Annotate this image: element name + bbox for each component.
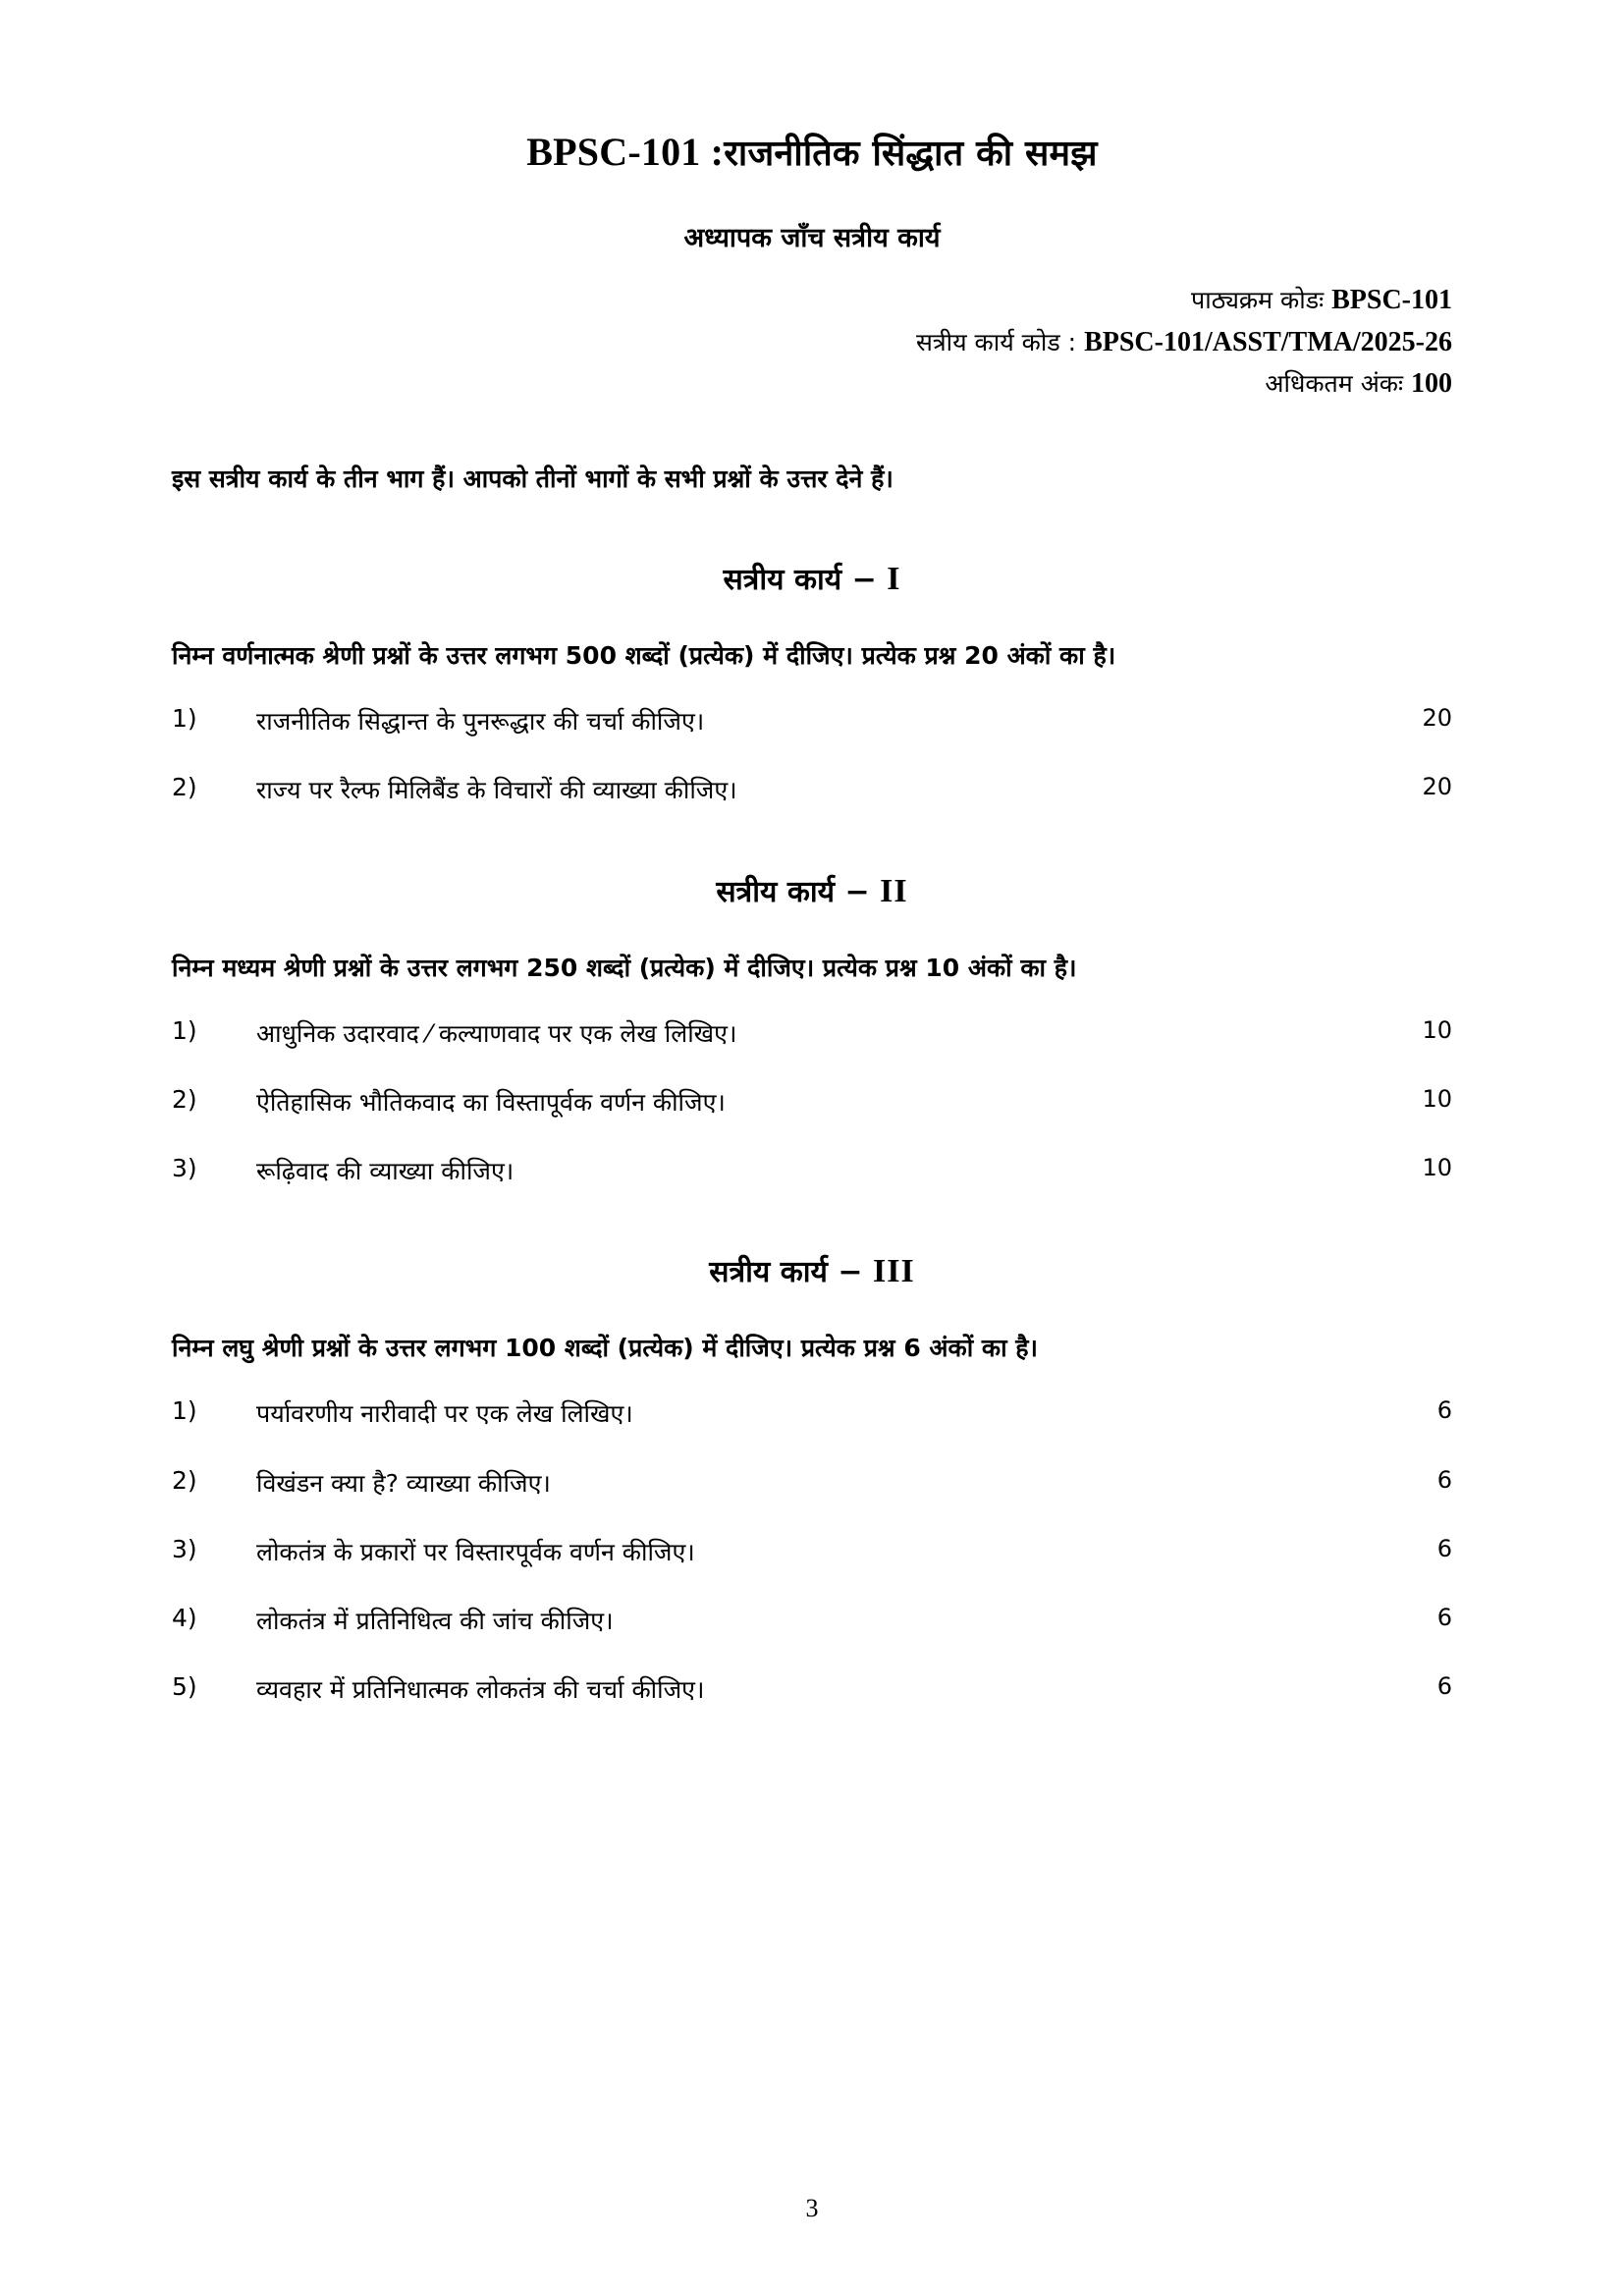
section-heading-roman-2: II: [880, 872, 908, 909]
question-text: ऐतिहासिक भौतिकवाद का विस्तापूर्वक वर्णन कीजिए।: [256, 1087, 726, 1117]
question-marks: 6: [1436, 1465, 1452, 1494]
question-marks: 20: [1422, 773, 1452, 801]
page-title-course-code: BPSC-101: [526, 130, 701, 174]
question-row: [172, 773, 1452, 808]
page-subtitle: अध्यापक जाँच सत्रीय कार्य: [683, 223, 941, 253]
question-text: लोकतंत्र के प्रकारों पर विस्तारपूर्वक वर्णन कीजिए।: [256, 1537, 695, 1566]
question-number: 2): [172, 773, 197, 802]
max-marks-label: अधिकतम अंकः: [1265, 369, 1404, 399]
question-row: [172, 1154, 1452, 1189]
question-row: [172, 1672, 1452, 1708]
page-title-hindi: राजनीतिक सिंद्धात की समझ: [724, 134, 1098, 174]
question-number: 1): [172, 704, 197, 734]
question-text: राज्य पर रैल्फ मिलिबैंड के विचारों की व्याख्या कीजिए।: [256, 776, 737, 805]
question-marks: 6: [1436, 1534, 1452, 1562]
question-number: 5): [172, 1672, 197, 1702]
question-row: [172, 1466, 1452, 1502]
question-list-1: [172, 704, 1452, 809]
question-row: [172, 1016, 1452, 1052]
question-number: 2): [172, 1465, 197, 1495]
course-code-value: BPSC-101: [1331, 285, 1452, 315]
section-instruction-1: निम्न वर्णनात्मक श्रेणी प्रश्नों के उत्तर लगभग 500 शब्दों (प्रत्येक) में दीजिए। प्रत्येक प्रश्न 20 अंकों का है।: [172, 641, 1116, 671]
course-code-line: [172, 280, 1452, 322]
page-title-separator: :: [700, 130, 725, 174]
intro-paragraph: इस सत्रीय कार्य के तीन भाग हैं। आपको तीनों भागों के सभी प्रश्नों के उत्तर देने हैं।: [172, 464, 893, 493]
question-row: [172, 1085, 1452, 1121]
question-text: विखंडन क्या है? व्याख्या कीजिए।: [256, 1468, 551, 1498]
question-list-3: [172, 1396, 1452, 1708]
section-heading-label-3: सत्रीय कार्य −: [709, 1255, 863, 1290]
section-heading-roman-1: I: [887, 561, 901, 598]
question-marks: 10: [1422, 1154, 1452, 1182]
section-heading-roman-3: III: [873, 1253, 915, 1290]
question-row: [172, 704, 1452, 739]
max-marks-line: [172, 363, 1452, 406]
section-heading-3: [172, 1250, 1452, 1290]
assignment-code-value: BPSC-101/ASST/TMA/2025-26: [1084, 326, 1452, 357]
question-number: 2): [172, 1084, 197, 1114]
page-number: 3: [805, 2194, 819, 2222]
section-heading-label-1: सत्रीय कार्य −: [723, 563, 877, 598]
question-text: रूढ़िवाद की व्याख्या कीजिए।: [256, 1157, 514, 1186]
section-heading-1: [172, 558, 1452, 598]
question-number: 1): [172, 1015, 197, 1045]
metadata-block: [172, 280, 1452, 406]
question-row: [172, 1396, 1452, 1432]
question-marks: 6: [1436, 1396, 1452, 1425]
question-number: 4): [172, 1604, 197, 1633]
question-list-2: [172, 1016, 1452, 1190]
question-number: 3): [172, 1154, 197, 1183]
section-instruction-2: निम्न मध्यम श्रेणी प्रश्नों के उत्तर लगभग 250 शब्दों (प्रत्येक) में दीजिए। प्रत्येक प्रश्न 10 अंकों का है।: [172, 953, 1077, 982]
max-marks-value: 100: [1411, 368, 1452, 400]
assignment-code-label: सत्रीय कार्य कोड :: [915, 327, 1077, 356]
question-marks: 10: [1422, 1084, 1452, 1113]
question-marks: 10: [1422, 1015, 1452, 1044]
section-heading-label-2: सत्रीय कार्य −: [716, 874, 870, 909]
question-marks: 6: [1436, 1672, 1452, 1701]
question-number: 1): [172, 1396, 197, 1426]
section-heading-2: [172, 870, 1452, 910]
assignment-code-line: [172, 322, 1452, 364]
section-instruction-3: निम्न लघु श्रेणी प्रश्नों के उत्तर लगभग 100 शब्दों (प्रत्येक) में दीजिए। प्रत्येक प्रश्न 6 अंकों का है।: [172, 1334, 1039, 1363]
question-text: व्यवहार में प्रतिनिधात्मक लोकतंत्र की चर्चा कीजिए।: [256, 1675, 705, 1705]
page-title: [172, 128, 1452, 177]
question-text: लोकतंत्र में प्रतिनिधित्व की जांच कीजिए।: [256, 1607, 614, 1636]
question-text: पर्यावरणीय नारीवादी पर एक लेख लिखिए।: [256, 1399, 633, 1429]
question-row: [172, 1604, 1452, 1639]
question-marks: 20: [1422, 704, 1452, 733]
question-marks: 6: [1436, 1604, 1452, 1632]
question-text: आधुनिक उदारवाद ⁄ कल्याणवाद पर एक लेख लिखिए।: [256, 1018, 737, 1048]
course-code-label: पाठ्यक्रम कोडः: [1191, 286, 1325, 314]
question-row: [172, 1535, 1452, 1570]
question-text: राजनीतिक सिद्धान्त के पुनरूद्धार की चर्चा कीजिए।: [256, 707, 705, 737]
question-number: 3): [172, 1534, 197, 1563]
